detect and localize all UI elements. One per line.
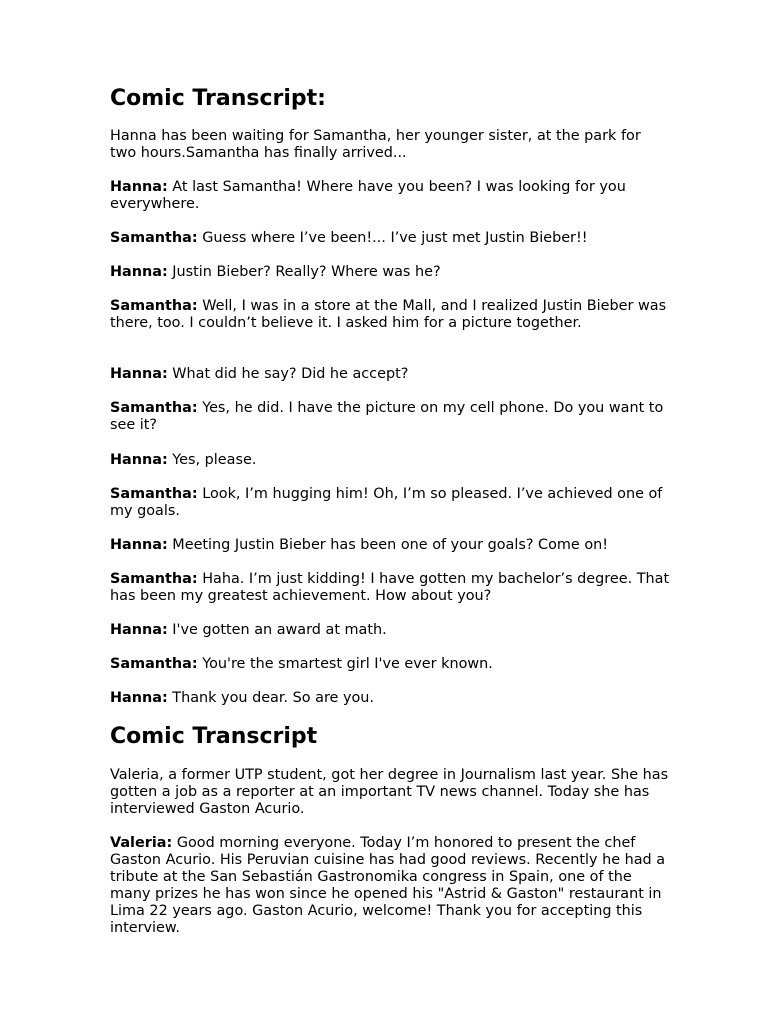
speaker-name: Hanna:	[110, 690, 168, 706]
speaker-name: Samantha:	[110, 656, 198, 672]
dialogue-text: Justin Bieber? Really? Where was he?	[167, 264, 441, 280]
speaker-name: Samantha:	[110, 486, 198, 502]
dialogue-line	[110, 656, 670, 673]
speaker-name: Samantha:	[110, 230, 198, 246]
section2-intro: Valeria, a former UTP student, got her degree in Journalism last year. She has gotten a job as a reporter at an important TV news channel. Today she has interviewed Gaston Acurio.	[110, 767, 669, 817]
dialogue-text: Meeting Justin Bieber has been one of your goals? Come on!	[167, 537, 609, 553]
dialogue-line	[110, 690, 670, 707]
speaker-name: Samantha:	[110, 400, 198, 416]
section1-intro: Hanna has been waiting for Samantha, her younger sister, at the park for two hours.Samantha has finally arrived...	[110, 128, 641, 161]
speaker-name: Valeria:	[110, 835, 173, 851]
speaker-name: Hanna:	[110, 366, 168, 382]
section1-title: Comic Transcript:	[110, 86, 326, 111]
dialogue-text: I've gotten an award at math.	[167, 622, 387, 638]
dialogue-line	[110, 452, 670, 469]
dialogue-text: Yes, please.	[167, 452, 257, 468]
dialogue-line	[110, 537, 670, 554]
dialogue-line	[110, 571, 670, 605]
dialogue-line	[110, 298, 670, 332]
dialogue-text: At last Samantha! Where have you been? I was looking for you everywhere.	[110, 179, 626, 212]
dialogue-text: Thank you dear. So are you.	[167, 690, 374, 706]
speaker-name: Hanna:	[110, 622, 168, 638]
dialogue-text: Look, I’m hugging him! Oh, I’m so pleased. I’ve achieved one of my goals.	[110, 486, 663, 519]
speaker-name: Hanna:	[110, 452, 168, 468]
speaker-name: Samantha:	[110, 571, 198, 587]
speaker-name: Hanna:	[110, 537, 168, 553]
dialogue-line	[110, 835, 670, 937]
section2-title: Comic Transcript	[110, 724, 318, 749]
speaker-name: Hanna:	[110, 179, 168, 195]
dialogue-line	[110, 486, 670, 520]
dialogue-text: Guess where I’ve been!... I’ve just met Justin Bieber!!	[197, 230, 588, 246]
speaker-name: Hanna:	[110, 264, 168, 280]
dialogue-line	[110, 179, 670, 213]
dialogue-text: You're the smartest girl I've ever known.	[197, 656, 493, 672]
dialogue-text: Well, I was in a store at the Mall, and I realized Justin Bieber was there, too. I couldn’t believe it. I asked him for a picture together.	[110, 298, 667, 331]
dialogue-text: What did he say? Did he accept?	[167, 366, 409, 382]
dialogue-line	[110, 400, 670, 434]
dialogue-line	[110, 264, 670, 281]
dialogue-line	[110, 622, 670, 639]
speaker-name: Samantha:	[110, 298, 198, 314]
dialogue-line	[110, 366, 670, 383]
dialogue-text: Haha. I’m just kidding! I have gotten my bachelor’s degree. That has been my greatest achievement. How about you?	[110, 571, 670, 604]
dialogue-text: Yes, he did. I have the picture on my cell phone. Do you want to see it?	[110, 400, 664, 433]
dialogue-line	[110, 230, 670, 247]
dialogue-text: Good morning everyone. Today I’m honored to present the chef Gaston Acurio. His Peruvian cuisine has had good reviews. Recently he had a tribute at the San Sebastián Gastronomika congress in Spain, one of the many prizes he has won since he opened his "Astrid & Gaston" restaurant in Lima 22 years ago. Gaston Acurio, welcome! Thank you for accepting this interview.	[110, 835, 666, 936]
